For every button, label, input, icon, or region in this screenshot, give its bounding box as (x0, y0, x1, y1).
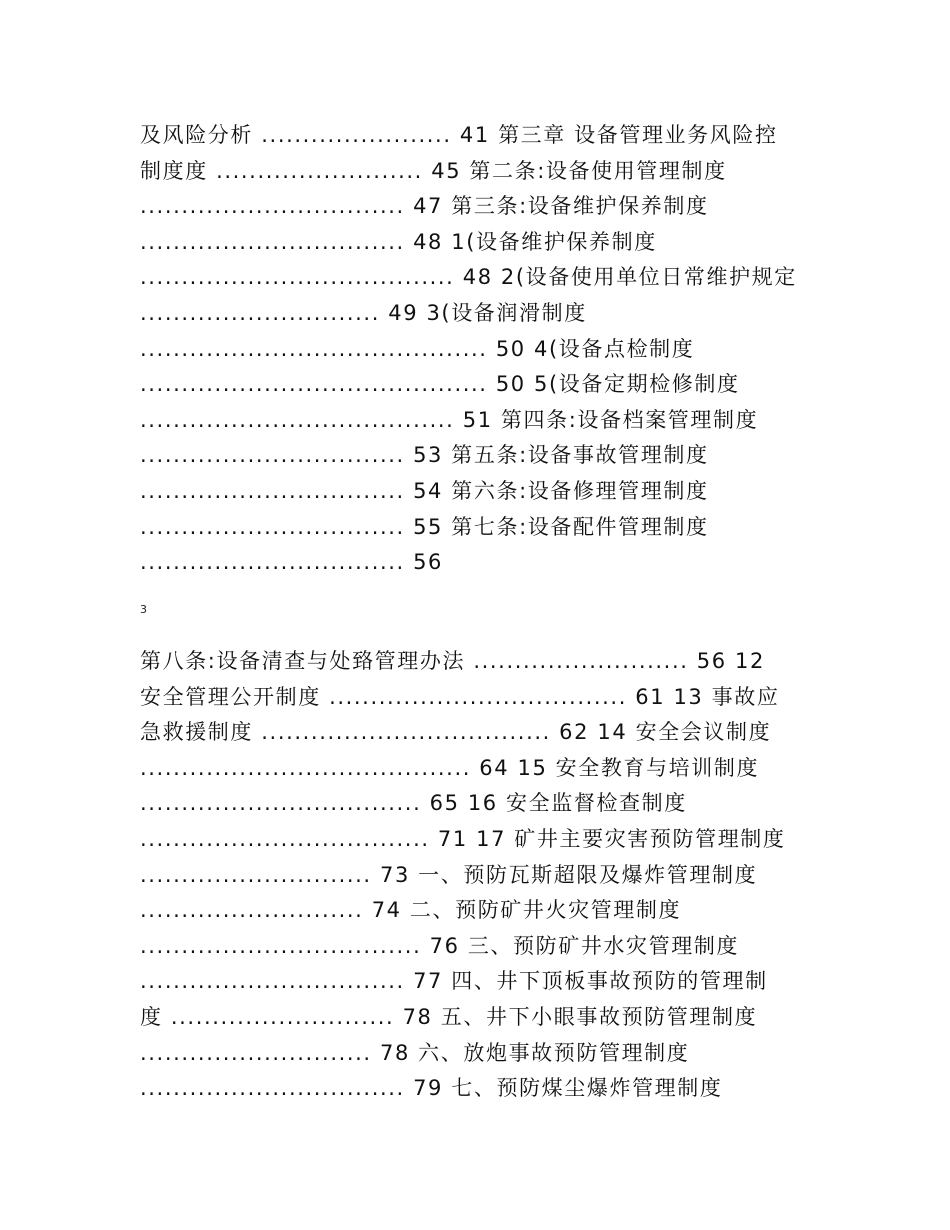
toc-line: ................................ 55 第七条:设备配件管理制度 (140, 514, 709, 539)
toc-line: .................................. 76 三、预防矿井水灾管理制度 (140, 933, 740, 958)
toc-line: ................................ 77 四、井下顶板事故预防的管理制 (140, 969, 768, 994)
toc-line: ............................. 49 3(设备润滑制度 (140, 300, 587, 325)
toc-section-a (140, 118, 820, 581)
toc-line: 度 ........................... 78 五、井下小眼事故预防管理制度 (140, 1004, 758, 1029)
toc-line: ........................................ 64 15 安全教育与培训制度 (140, 755, 760, 780)
toc-line: 第八条:设备清查与处臵管理办法 .......................... 56 12 (140, 649, 765, 673)
toc-line: ........................... 74 二、预防矿井火灾管理制度 (140, 898, 682, 923)
toc-line: ................................ 53 第五条:设备事故管理制度 (140, 443, 709, 468)
toc-line: ............................ 78 六、放炮事故预防管理制度 (140, 1040, 690, 1065)
toc-section-b (140, 644, 820, 1107)
toc-line: 安全管理公开制度 .................................... 61 13 事故应 (140, 684, 780, 709)
toc-line: ................................ 56 (140, 550, 444, 575)
toc-line: 及风险分析 ....................... 41 第三章 设备管理业务风险控 (140, 123, 778, 147)
toc-line: ................................ 48 1(设备维护保养制度 (140, 229, 657, 254)
toc-line: ................................... 71 17 矿井主要灾害预防管理制度 (140, 826, 786, 851)
toc-line: ................................ 79 七、预防煤尘爆炸管理制度 (140, 1076, 723, 1101)
toc-line: 急救援制度 ................................... 62 14 安全会议制度 (140, 720, 772, 745)
toc-line: ...................................... 51 第四条:设备档案管理制度 (140, 407, 759, 432)
toc-line: ............................ 73 一、预防瓦斯超限及爆炸管理制度 (140, 862, 758, 887)
toc-line: ...................................... 48 2(设备使用单位日常维护规定 (140, 265, 797, 290)
toc-line: .......................................... 50 4(设备点检制度 (140, 336, 695, 361)
page-number: 3 (140, 603, 147, 616)
toc-line: .......................................... 50 5(设备定期检修制度 (140, 372, 740, 397)
toc-line: ................................ 47 第三条:设备维护保养制度 (140, 194, 709, 219)
toc-line: .................................. 65 16 安全监督检查制度 (140, 791, 687, 816)
toc-line: ................................ 54 第六条:设备修理管理制度 (140, 478, 709, 503)
toc-line: 制度度 ......................... 45 第二条:设备使用管理制度 (140, 158, 727, 183)
